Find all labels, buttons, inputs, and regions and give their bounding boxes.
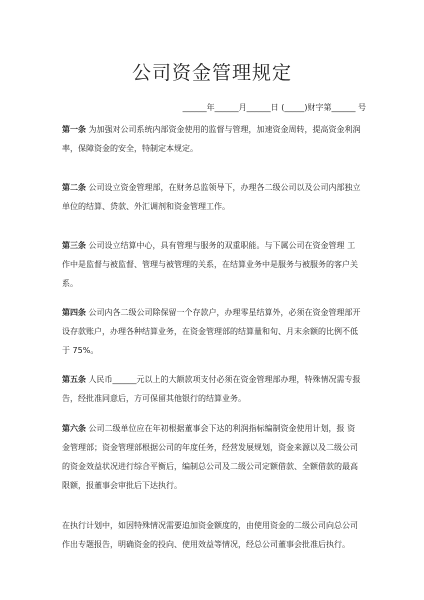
article-text: 在执行计划中，如因特殊情况需要追加资金额度的，由使用资金的二级公司向总公司作出专题报告，明确资金的投向、使用效益等情况，经总公司董事会批准后执行。: [62, 521, 358, 549]
article-text: 公司二级单位应在年初根据董事会下达的利润指标编制资金使用计划，报 资金管理部；资金管理部根据公司的年度任务，经营发展规划，资金来源以及二级公司的资金效益状况进行综合平衡后，编制总公司及二级公司定额借款、全额借款的最高限额，报董事会审批后下达执行。: [62, 424, 358, 490]
article-label: 第五条: [62, 375, 86, 384]
article-label: 第三条: [62, 241, 86, 250]
article-4: [62, 303, 362, 360]
article-label: 第六条: [62, 424, 86, 433]
article-6: [62, 419, 362, 495]
article-text: 人民币______元以上的大额款项支付必须在资金管理部办理，特殊情况需专报告，经批准同意后，方可保留其他银行的结算业务。: [62, 375, 361, 403]
article-label: 第二条: [62, 183, 86, 192]
document-title: 公司资金管理规定: [131, 62, 292, 84]
article-2: [62, 178, 362, 216]
article-text: 公司设立结算中心，具有管理与服务的双重职能。与下属公司在资金管理 工作中是监督与被监督、管理与被管理的关系，在结算业务中是服务与被服务的客户关系。: [62, 241, 358, 288]
article-1: [62, 120, 362, 158]
article-text: 公司设立资金管理部，在财务总监领导下，办理各二级公司以及公司内部独立单位的结算、贷款、外汇调剂和资金管理工作。: [62, 183, 361, 211]
article-3: [62, 236, 362, 293]
article-5: [62, 370, 362, 408]
article-label: 第一条: [62, 125, 86, 134]
article-6-continuation: [62, 516, 362, 554]
article-text: 公司内各二级公司除保留一个存款户，办理零星结算外，必须在资金管理部开设存款账户，办理各种结算业务，在资金管理部的结算量和旬、月末余额的比例不低于 75%。: [62, 308, 361, 355]
document-number-line: ______年______月______日 (_____)财字第______ 号: [182, 103, 366, 112]
article-text: 为加强对公司系统内部资金使用的监督与管理，加速资金周转，提高资金利润率，保障资金的安全，特制定本规定。: [62, 125, 361, 153]
article-label: 第四条: [62, 308, 86, 317]
